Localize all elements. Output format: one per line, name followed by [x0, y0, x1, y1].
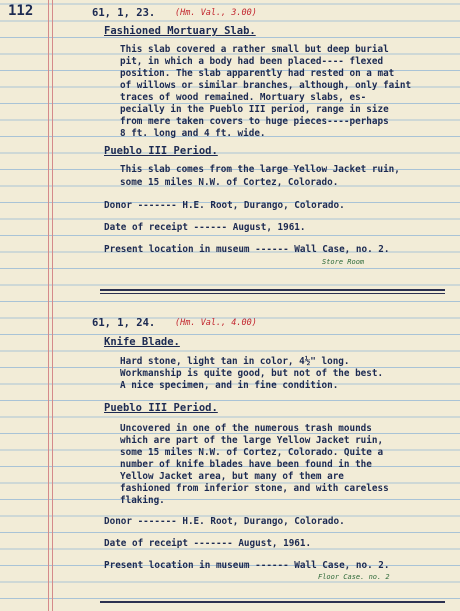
- location-line: Present location in museum ------ Wall Case, no. 2.: [104, 244, 390, 255]
- entry-divider: [100, 289, 445, 291]
- donor-line: Donor ------- H.E. Root, Durango, Colorado.: [104, 516, 345, 527]
- description-line: A nice specimen, and in fine condition.: [120, 380, 339, 391]
- location-note: Store Room: [322, 258, 365, 266]
- period-text-line: which are part of the large Yellow Jacket ruin,: [120, 435, 384, 446]
- location-line: Present location in museum ------ Wall Case, no. 2.: [104, 560, 390, 571]
- description-line: of willows or similar branches, although, only faint: [120, 80, 412, 91]
- period-text-line: Uncovered in one of the numerous trash mounds: [120, 423, 372, 434]
- donor-line: Donor ------- H.E. Root, Durango, Colorado.: [104, 200, 345, 211]
- description-line: Hard stone, light tan in color, 4½" long.: [120, 356, 350, 367]
- period-heading: Pueblo III Period.: [104, 402, 218, 414]
- item-title: Fashioned Mortuary Slab.: [104, 25, 256, 37]
- page-number: 112: [8, 3, 34, 19]
- receipt-date-line: Date of receipt ------ August, 1961.: [104, 222, 306, 233]
- location-note: Floor Case. no. 2: [318, 573, 390, 581]
- period-text-line: some 15 miles N.W. of Cortez, Colorado.: [120, 177, 339, 188]
- valuation-note: (Hm. Val., 3.00): [175, 8, 257, 18]
- item-title: Knife Blade.: [104, 336, 180, 348]
- period-heading: Pueblo III Period.: [104, 145, 218, 157]
- description-line: traces of wood remained. Mortuary slabs, es-: [120, 92, 367, 103]
- receipt-date-line: Date of receipt ------- August, 1961.: [104, 538, 312, 549]
- period-text-line: fashioned from inferior stone, and with careless: [120, 483, 389, 494]
- description-line: pecially in the Pueblo III period, range in size: [120, 104, 389, 115]
- margin-line: [52, 0, 53, 611]
- period-text-line: This slab comes from the large Yellow Jacket ruin,: [120, 164, 400, 175]
- period-text-line: Yellow Jacket area, but many of them are: [120, 471, 344, 482]
- description-line: 8 ft. long and 4 ft. wide.: [120, 128, 266, 139]
- description-line: from mere taken covers to huge pieces----perhaps: [120, 116, 389, 127]
- description-line: This slab covered a rather small but deep burial: [120, 44, 389, 55]
- period-text-line: flaking.: [120, 495, 165, 506]
- period-text-line: number of knife blades have been found in the: [120, 459, 372, 470]
- description-line: position. The slab apparently had rested on a mat: [120, 68, 395, 79]
- period-text-line: some 15 miles N.W. of Cortez, Colorado. Quite a: [120, 447, 384, 458]
- entry-divider: [100, 601, 445, 603]
- catalog-number: 61, 1, 24.: [92, 317, 156, 329]
- catalog-number: 61, 1, 23.: [92, 7, 156, 19]
- entry-divider: [100, 293, 445, 294]
- description-line: Workmanship is quite good, but not of the best.: [120, 368, 384, 379]
- valuation-note: (Hm. Val., 4.00): [175, 318, 257, 328]
- margin-line: [48, 0, 49, 611]
- description-line: pit, in which a body had been placed---- flexed: [120, 56, 384, 67]
